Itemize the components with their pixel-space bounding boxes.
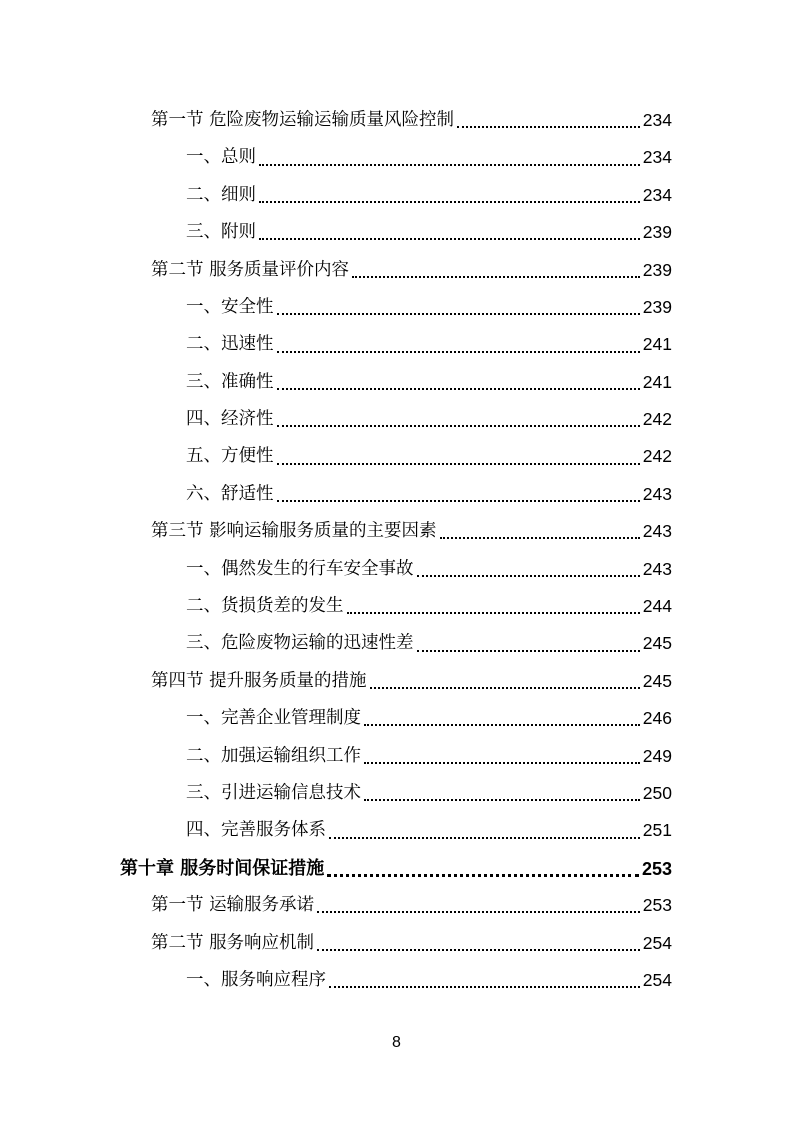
toc-dot-leader	[457, 125, 640, 128]
toc-dot-leader	[417, 649, 640, 652]
page-number: 8	[392, 1034, 401, 1051]
toc-dot-leader	[440, 536, 640, 539]
toc-dot-leader	[364, 798, 640, 801]
toc-entry-page: 242	[642, 446, 672, 467]
toc-entry-title: 四、完善服务体系	[186, 820, 326, 841]
toc-entry-page: 243	[642, 521, 672, 542]
toc-entry[interactable]	[0, 925, 793, 962]
toc-entry-page: 234	[642, 109, 672, 130]
toc-dot-leader	[317, 910, 640, 913]
toc-entry[interactable]	[0, 775, 793, 812]
toc-dot-leader	[327, 873, 639, 877]
toc-entry-title: 一、服务响应程序	[186, 969, 326, 990]
toc-entry-title: 二、细则	[186, 184, 256, 205]
toc-dot-leader	[259, 163, 640, 166]
toc-entry-page: 244	[642, 596, 672, 617]
toc-entry[interactable]	[0, 625, 793, 662]
toc-dot-leader	[329, 985, 640, 988]
toc-chapter-entry[interactable]	[0, 850, 793, 887]
toc-dot-leader	[317, 948, 640, 951]
toc-dot-leader	[277, 312, 640, 315]
toc-dot-leader	[370, 686, 640, 689]
toc-entry-title: 六、舒适性	[186, 483, 274, 504]
toc-entry[interactable]	[0, 513, 793, 550]
toc-entry[interactable]	[0, 289, 793, 326]
toc-entry-title: 第一节 危险废物运输运输质量风险控制	[151, 109, 455, 130]
toc-entry-page: 249	[642, 745, 672, 766]
toc-entry-page: 243	[642, 558, 672, 579]
toc-dot-leader	[259, 237, 640, 240]
toc-entry[interactable]	[0, 700, 793, 737]
toc-entry[interactable]	[0, 812, 793, 849]
toc-entry-title: 三、附则	[186, 222, 256, 243]
toc-dot-leader	[259, 200, 640, 203]
toc-dot-leader	[347, 611, 640, 614]
toc-dot-leader	[277, 424, 640, 427]
toc-entry[interactable]	[0, 401, 793, 438]
toc-entry[interactable]	[0, 177, 793, 214]
toc-entry-page: 254	[642, 932, 672, 953]
toc-entry-title: 二、迅速性	[186, 334, 274, 355]
toc-entry[interactable]	[0, 738, 793, 775]
toc-entry-page: 239	[642, 296, 672, 317]
toc-entry-page: 245	[642, 633, 672, 654]
toc-entry-page: 245	[642, 670, 672, 691]
toc-dot-leader	[417, 574, 640, 577]
toc-entry-page: 246	[642, 708, 672, 729]
toc-entry-page: 234	[642, 184, 672, 205]
toc-entry-title: 一、安全性	[186, 296, 274, 317]
toc-entry-page: 239	[642, 259, 672, 280]
toc-entry[interactable]	[0, 962, 793, 999]
table-of-contents	[0, 102, 793, 999]
toc-entry-title: 三、危险废物运输的迅速性差	[186, 633, 414, 654]
toc-dot-leader	[364, 723, 640, 726]
toc-dot-leader	[277, 387, 640, 390]
toc-entry[interactable]	[0, 214, 793, 251]
toc-entry-title: 二、货损货差的发生	[186, 596, 344, 617]
toc-entry-title: 四、经济性	[186, 409, 274, 430]
toc-entry[interactable]	[0, 588, 793, 625]
toc-entry-title: 三、准确性	[186, 371, 274, 392]
toc-entry[interactable]	[0, 887, 793, 924]
toc-entry[interactable]	[0, 102, 793, 139]
toc-entry[interactable]	[0, 439, 793, 476]
toc-entry[interactable]	[0, 551, 793, 588]
toc-dot-leader	[277, 462, 640, 465]
toc-entry[interactable]	[0, 364, 793, 401]
toc-entry-title: 第四节 提升服务质量的措施	[151, 670, 367, 691]
toc-entry[interactable]	[0, 139, 793, 176]
toc-entry-page: 241	[642, 334, 672, 355]
toc-entry-title: 第十章 服务时间保证措施	[120, 857, 325, 879]
toc-entry-page: 241	[642, 371, 672, 392]
toc-entry-title: 二、加强运输组织工作	[186, 745, 361, 766]
toc-entry-page: 250	[642, 782, 672, 803]
toc-entry-title: 第二节 服务质量评价内容	[151, 259, 350, 280]
toc-dot-leader	[329, 836, 640, 839]
toc-entry-title: 一、总则	[186, 147, 256, 168]
toc-dot-leader	[364, 761, 640, 764]
toc-entry-page: 254	[642, 969, 672, 990]
toc-entry[interactable]	[0, 476, 793, 513]
toc-dot-leader	[277, 350, 640, 353]
toc-entry-page: 242	[642, 409, 672, 430]
toc-entry-title: 五、方便性	[186, 446, 274, 467]
toc-entry[interactable]	[0, 326, 793, 363]
toc-entry-title: 第一节 运输服务承诺	[151, 895, 315, 916]
toc-entry-title: 一、偶然发生的行车安全事故	[186, 558, 414, 579]
toc-dot-leader	[352, 275, 640, 278]
toc-entry-page: 234	[642, 147, 672, 168]
toc-entry-title: 一、完善企业管理制度	[186, 708, 361, 729]
toc-dot-leader	[277, 499, 640, 502]
toc-entry[interactable]	[0, 663, 793, 700]
toc-entry[interactable]	[0, 252, 793, 289]
toc-entry-title: 三、引进运输信息技术	[186, 782, 361, 803]
toc-entry-page: 253	[642, 895, 672, 916]
toc-entry-title: 第二节 服务响应机制	[151, 932, 315, 953]
toc-entry-page: 243	[642, 483, 672, 504]
toc-entry-page: 253	[641, 858, 672, 879]
toc-entry-page: 239	[642, 222, 672, 243]
toc-entry-page: 251	[642, 820, 672, 841]
toc-entry-title: 第三节 影响运输服务质量的主要因素	[151, 521, 437, 542]
